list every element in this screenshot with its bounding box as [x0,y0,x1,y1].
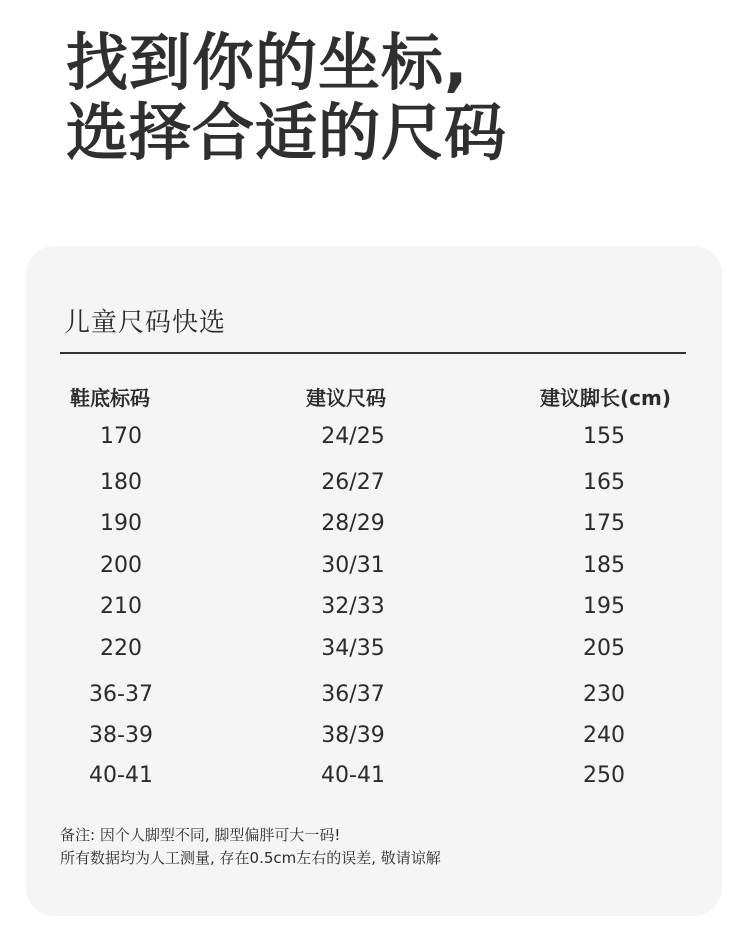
foot-length-cell: 155 [583,424,625,449]
headline-line-1: 找到你的坐标, [66,26,469,99]
recommended-size-cell: 34/35 [321,636,385,661]
table-row [26,763,722,793]
foot-length-cell: 165 [583,470,625,495]
recommended-size-cell: 26/27 [321,470,385,495]
page-headline [66,28,507,168]
size-chart-card [26,246,722,916]
column-header-sole-size: 鞋底标码 [70,386,150,410]
sole-size-cell: 200 [100,553,142,578]
foot-length-cell: 175 [583,511,625,536]
footnote-line-1: 备注: 因个人脚型不同, 脚型偏胖可大一码! [60,826,341,844]
recommended-size-cell: 30/31 [321,553,385,578]
sole-size-cell: 210 [100,594,142,619]
footnote-line-2: 所有数据均为人工测量, 存在0.5cm左右的误差, 敬请谅解 [60,849,441,867]
recommended-size-cell: 38/39 [321,723,385,748]
table-row [26,723,722,753]
column-header-foot-length: 建议脚长(cm) [540,386,671,410]
recommended-size-cell: 24/25 [321,424,385,449]
sole-size-cell: 38-39 [89,723,153,748]
sole-size-cell: 40-41 [89,763,153,788]
table-row [26,682,722,712]
table-row [26,594,722,624]
sole-size-cell: 220 [100,636,142,661]
foot-length-cell: 195 [583,594,625,619]
foot-length-cell: 185 [583,553,625,578]
recommended-size-cell: 28/29 [321,511,385,536]
recommended-size-cell: 32/33 [321,594,385,619]
table-row [26,636,722,666]
sole-size-cell: 36-37 [89,682,153,707]
table-row [26,470,722,500]
foot-length-cell: 240 [583,723,625,748]
sole-size-cell: 190 [100,511,142,536]
recommended-size-cell: 40-41 [321,763,385,788]
foot-length-cell: 250 [583,763,625,788]
table-row [26,553,722,583]
foot-length-cell: 230 [583,682,625,707]
table-row [26,424,722,454]
footnote [60,824,441,870]
sole-size-cell: 180 [100,470,142,495]
recommended-size-cell: 36/37 [321,682,385,707]
column-header-recommended-size: 建议尺码 [306,386,386,410]
sole-size-cell: 170 [100,424,142,449]
table-row [26,511,722,541]
card-title: 儿童尺码快选 [64,308,227,338]
foot-length-cell: 205 [583,636,625,661]
headline-line-2: 选择合适的尺码 [66,96,508,169]
size-table [26,246,722,916]
